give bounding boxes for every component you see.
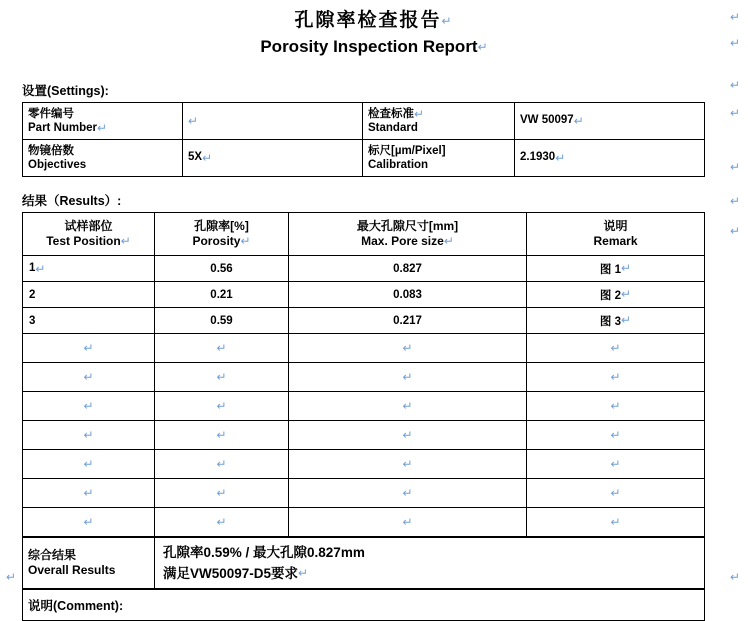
objectives-label (23, 140, 183, 177)
results-heading: 结果（Results）: (22, 194, 122, 208)
cell-porosity[interactable] (155, 508, 289, 537)
paragraph-mark-icon: ↵ (216, 341, 227, 355)
table-row (23, 450, 705, 479)
paragraph-mark-icon: ↵ (402, 370, 413, 384)
cell-porosity[interactable] (155, 450, 289, 479)
paragraph-mark-icon: ↵ (188, 114, 199, 128)
cell-remark[interactable] (527, 450, 705, 479)
part-number-label-en: Part Number↵ (28, 121, 108, 135)
column-header-en: Test Position↵ (46, 234, 131, 248)
cell-porosity[interactable]: 0.56 (155, 256, 289, 282)
table-row (23, 140, 705, 177)
objectives-value[interactable]: 5X↵ (183, 140, 363, 177)
paragraph-mark-icon: ↵ (621, 260, 632, 275)
paragraph-mark-icon: ↵ (202, 151, 213, 165)
standard-label-en: Standard (368, 122, 418, 134)
cell-test-position[interactable] (23, 334, 155, 363)
paragraph-mark-icon: ↵ (441, 14, 454, 28)
paragraph-mark-icon: ↵ (610, 428, 621, 442)
table-row (23, 334, 705, 363)
paragraph-mark-icon: ↵ (216, 515, 227, 529)
paragraph-mark-icon: ↵ (729, 10, 740, 24)
paragraph-mark-icon: ↵ (729, 106, 740, 120)
paragraph-mark-icon: ↵ (402, 341, 413, 355)
paragraph-mark-icon: ↵ (621, 286, 632, 301)
table-row (23, 103, 705, 140)
paragraph-mark-icon: ↵ (610, 515, 621, 529)
cell-remark[interactable]: 图 3↵ (527, 308, 705, 334)
column-header-en: Porosity↵ (192, 234, 251, 248)
standard-label-cn: 检查标准↵ (368, 107, 425, 121)
paragraph-mark-icon: ↵ (83, 515, 94, 529)
paragraph-mark-icon: ↵ (216, 399, 227, 413)
cell-max-pore-size[interactable] (289, 508, 527, 537)
cell-remark[interactable] (527, 363, 705, 392)
standard-label (363, 103, 515, 140)
table-row (23, 282, 705, 308)
objectives-label-en: Objectives (28, 159, 87, 171)
column-header-cn: 最大孔隙尺寸[mm] (356, 219, 459, 233)
table-row (23, 363, 705, 392)
comment-table (22, 589, 705, 621)
cell-max-pore-size[interactable] (289, 334, 527, 363)
cell-remark[interactable] (527, 334, 705, 363)
paragraph-mark-icon: ↵ (6, 570, 17, 584)
column-header-remark (527, 213, 705, 256)
table-row (23, 479, 705, 508)
cell-max-pore-size[interactable]: 0.827 (289, 256, 527, 282)
table-header-row (23, 213, 705, 256)
settings-heading: 设置(Settings): (22, 84, 109, 98)
calibration-label (363, 140, 515, 177)
cell-remark[interactable] (527, 508, 705, 537)
cell-test-position[interactable] (23, 450, 155, 479)
table-row (23, 392, 705, 421)
paragraph-mark-icon: ↵ (443, 234, 454, 248)
cell-test-position[interactable] (23, 508, 155, 537)
cell-max-pore-size[interactable] (289, 450, 527, 479)
paragraph-mark-icon: ↵ (298, 566, 309, 580)
paragraph-mark-icon: ↵ (610, 399, 621, 413)
cell-test-position[interactable] (23, 421, 155, 450)
calibration-label-cn: 标尺[µm/Pixel] (368, 145, 446, 157)
paragraph-mark-icon: ↵ (729, 570, 740, 584)
page-title-en: Porosity Inspection Report↵ (260, 37, 488, 56)
paragraph-mark-icon: ↵ (120, 234, 131, 248)
part-number-value[interactable] (183, 103, 363, 140)
cell-remark[interactable] (527, 392, 705, 421)
paragraph-mark-icon: ↵ (402, 457, 413, 471)
overall-results-line1: 孔隙率0.59% / 最大孔隙0.827mm (163, 545, 365, 560)
paragraph-mark-icon: ↵ (610, 486, 621, 500)
paragraph-mark-icon: ↵ (216, 428, 227, 442)
cell-porosity[interactable]: 0.21 (155, 282, 289, 308)
cell-max-pore-size[interactable]: 0.083 (289, 282, 527, 308)
paragraph-mark-icon: ↵ (83, 399, 94, 413)
paragraph-mark-icon: ↵ (573, 114, 584, 128)
paragraph-mark-icon: ↵ (729, 194, 740, 208)
cell-remark[interactable]: 图 1↵ (527, 256, 705, 282)
cell-porosity[interactable]: 0.59 (155, 308, 289, 334)
cell-max-pore-size[interactable] (289, 479, 527, 508)
table-row (23, 538, 705, 589)
cell-test-position[interactable] (23, 363, 155, 392)
cell-porosity[interactable] (155, 421, 289, 450)
part-number-label-cn: 零件编号 (28, 108, 74, 120)
paragraph-mark-icon: ↵ (610, 457, 621, 471)
overall-results-line2: 满足VW50097-D5要求↵ (163, 566, 309, 581)
paragraph-mark-icon: ↵ (729, 160, 740, 174)
table-row (23, 590, 705, 621)
overall-results-label (23, 538, 155, 589)
cell-remark[interactable] (527, 421, 705, 450)
paragraph-mark-icon: ↵ (216, 457, 227, 471)
cell-porosity[interactable] (155, 334, 289, 363)
table-row (23, 508, 705, 537)
column-header-cn: 孔隙率[%] (194, 219, 249, 233)
objectives-label-cn: 物镜倍数 (28, 145, 74, 157)
part-number-label (23, 103, 183, 140)
column-header-porosity (155, 213, 289, 256)
paragraph-mark-icon: ↵ (83, 457, 94, 471)
cell-max-pore-size[interactable] (289, 392, 527, 421)
cell-max-pore-size[interactable] (289, 421, 527, 450)
paragraph-mark-icon: ↵ (402, 486, 413, 500)
paragraph-mark-icon: ↵ (610, 370, 621, 384)
cell-remark[interactable]: 图 2↵ (527, 282, 705, 308)
paragraph-mark-icon: ↵ (729, 78, 740, 92)
standard-value[interactable]: VW 50097↵ (515, 103, 705, 140)
paragraph-mark-icon: ↵ (240, 234, 251, 248)
paragraph-mark-icon: ↵ (555, 151, 566, 165)
results-table (22, 212, 705, 537)
paragraph-mark-icon: ↵ (729, 36, 740, 50)
comment-label: 说明(Comment): (23, 590, 705, 621)
calibration-value[interactable]: 2.1930↵ (515, 140, 705, 177)
cell-porosity[interactable] (155, 479, 289, 508)
cell-max-pore-size[interactable] (289, 363, 527, 392)
paragraph-mark-icon: ↵ (216, 370, 227, 384)
overall-results-label-en: Overall Results (28, 563, 116, 577)
paragraph-mark-icon: ↵ (621, 312, 632, 327)
cell-test-position[interactable] (23, 392, 155, 421)
paragraph-mark-icon: ↵ (414, 107, 425, 121)
paragraph-mark-icon: ↵ (83, 370, 94, 384)
cell-test-position[interactable] (23, 479, 155, 508)
table-row (23, 256, 705, 282)
paragraph-mark-icon: ↵ (402, 515, 413, 529)
table-row (23, 308, 705, 334)
calibration-label-en: Calibration (368, 159, 429, 171)
column-header-cn: 说明 (603, 219, 628, 233)
paragraph-mark-icon: ↵ (35, 261, 46, 276)
paragraph-mark-icon: ↵ (83, 428, 94, 442)
overall-results-value[interactable] (155, 538, 705, 589)
paragraph-mark-icon: ↵ (97, 121, 108, 135)
column-header-max-pore-size (289, 213, 527, 256)
column-header-en: Remark (593, 234, 638, 248)
paragraph-mark-icon: ↵ (477, 40, 488, 54)
table-row (23, 421, 705, 450)
paragraph-mark-icon: ↵ (729, 224, 740, 238)
cell-test-position[interactable]: 2 (23, 282, 155, 308)
paragraph-mark-icon: ↵ (402, 399, 413, 413)
paragraph-mark-icon: ↵ (216, 486, 227, 500)
overall-results-label-cn: 综合结果 (28, 548, 77, 562)
cell-test-position[interactable]: 3 (23, 308, 155, 334)
paragraph-mark-icon: ↵ (83, 486, 94, 500)
column-header-test-position (23, 213, 155, 256)
cell-max-pore-size[interactable]: 0.217 (289, 308, 527, 334)
cell-porosity[interactable] (155, 392, 289, 421)
settings-table (22, 102, 705, 177)
column-header-en: Max. Pore size↵ (361, 234, 454, 248)
cell-porosity[interactable] (155, 363, 289, 392)
cell-remark[interactable] (527, 479, 705, 508)
cell-test-position[interactable]: 1↵ (23, 256, 155, 282)
report-title-block (0, 0, 748, 59)
paragraph-mark-icon: ↵ (610, 341, 621, 355)
column-header-cn: 试样部位 (64, 219, 113, 233)
page-title-cn: 孔隙率检查报告↵ (294, 10, 454, 31)
paragraph-mark-icon: ↵ (402, 428, 413, 442)
overall-results-table (22, 537, 705, 589)
paragraph-mark-icon: ↵ (83, 341, 94, 355)
